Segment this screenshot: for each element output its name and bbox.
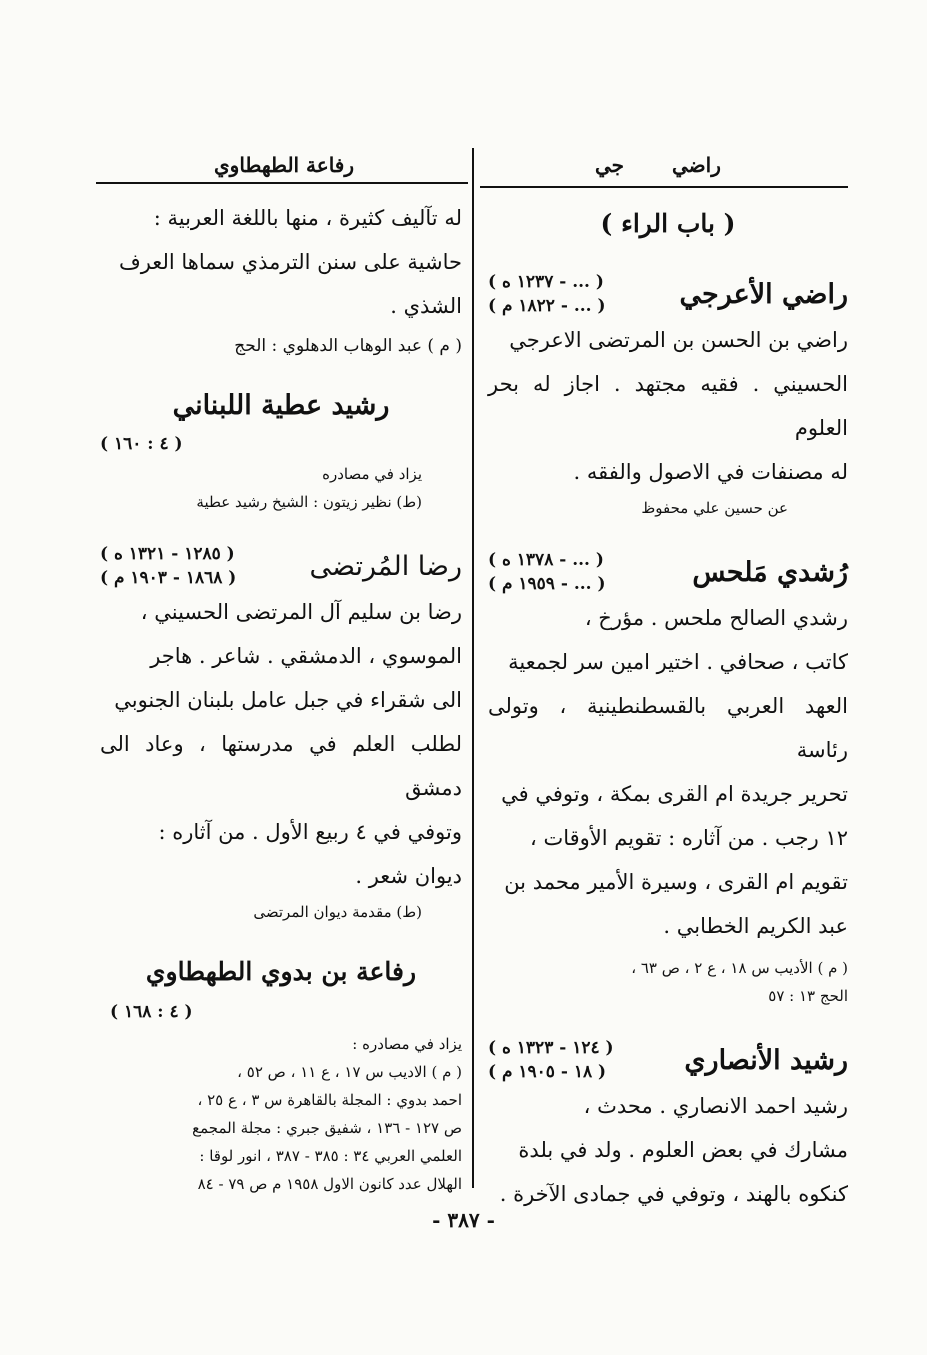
entry-rida-date-greg: ( ١٨٦٨ - ١٩٠٣ م ) xyxy=(100,568,237,588)
header-rule-right xyxy=(480,186,848,188)
entry-rida-head xyxy=(100,542,462,590)
entry-rashid-ansari-name: رشيد الأنصاري xyxy=(684,1044,848,1076)
entry-rida-line-1: رضا بن سليم آل المرتضى الحسيني ، xyxy=(140,600,462,624)
entry-rushdi-name: رُشدي مَلحس xyxy=(692,556,848,588)
left-column xyxy=(100,196,462,1198)
cont-source: ( م ) عبد الوهاب الدهلوي : الحج xyxy=(234,336,462,356)
header-left-title: رفاعة الطهطاوي xyxy=(214,153,355,177)
entry-rida-source: (ط) مقدمة ديوان المرتضى xyxy=(253,903,422,921)
entry-radi-line-1: راضي بن الحسن بن المرتضى الاعرجي xyxy=(509,328,848,352)
section-title: ( باب الراء ) xyxy=(600,209,736,238)
entry-rashid-ansari-line-2: مشارك في بعض العلوم . ولد في بلدة xyxy=(518,1138,848,1162)
entry-rifaa-source-3: ص ١٢٧ - ١٣٦ ، شفيق جبري : مجلة المجمع xyxy=(192,1119,462,1137)
entry-rushdi-head xyxy=(488,548,848,596)
entry-rashid-atiya-ref: ( ٤ : ١٦٠ ) xyxy=(100,434,183,454)
cont-line-2: حاشية على سنن الترمذي سماها العرف xyxy=(118,250,462,274)
column-divider xyxy=(472,148,474,1188)
entry-rashid-atiya-source: (ط) نظير زيتون : الشيخ رشيد عطية xyxy=(196,493,422,511)
entry-rushdi-line-1: رشدي الصالح ملحس . مؤرخ ، xyxy=(584,606,848,630)
entry-radi-source: عن حسين علي محفوظ xyxy=(641,499,788,517)
entry-radi-dates xyxy=(488,270,606,318)
entry-rushdi-line-5: ١٢ رجب . من آثاره : تقويم الأوقات ، xyxy=(530,826,848,850)
entry-rifaa-source-2: احمد بدوي : المجلة بالقاهرة س ٣ ، ع ٢٥ ، xyxy=(197,1091,462,1109)
entry-rushdi-source-2: الحج ١٣ : ٥٧ xyxy=(768,987,848,1005)
entry-rida-line-4: لطلب العلم في مدرستها ، وعاد الى دمشق xyxy=(100,732,462,800)
entry-rushdi-line-3: العهد العربي بالقسطنطينية ، وتولى رئاسة xyxy=(488,694,848,762)
entry-rifaa-source-5: الهلال عدد كانون الاول ١٩٥٨ م ص ٧٩ - ٨٤ xyxy=(197,1175,462,1193)
entry-rashid-ansari-date-greg: ( ١٨ - ١٩٠٥ م ) xyxy=(488,1062,607,1082)
entry-rashid-ansari-line-1: رشيد احمد الانصاري . محدث ، xyxy=(583,1094,848,1118)
page-number: - ٣٨٧ - xyxy=(432,1208,495,1232)
entry-rushdi-line-6: تقويم ام القرى ، وسيرة الأمير محمد بن xyxy=(504,870,848,894)
entry-rushdi-line-2: كاتب ، صحافي . اختير امين سر لجمعية xyxy=(508,650,848,674)
entry-rashid-ansari-date-hijri: ( ١٢٤ - ١٣٢٣ ه ) xyxy=(488,1038,614,1058)
entry-radi-date-hijri: ( ... - ١٢٣٧ ه ) xyxy=(488,272,604,292)
entry-rifaa-source-1: ( م ) الاديب س ١٧ ، ع ١١ ، ص ٥٢ ، xyxy=(237,1063,462,1081)
entry-rifaa-source-4: العلمي العربي ٣٤ : ٣٨٥ - ٣٨٧ ، انور لوقا : xyxy=(199,1147,462,1165)
entry-rashid-ansari-dates xyxy=(488,1036,614,1084)
entry-rushdi-date-greg: ( ... - ١٩٥٩ م ) xyxy=(488,574,606,594)
entry-rashid-ansari-head xyxy=(488,1036,848,1084)
header-left-word: راضي xyxy=(672,153,721,177)
entry-rida-name: رضا المُرتضى xyxy=(309,550,462,582)
entry-rifaa-ref: ( ٤ : ١٦٨ ) xyxy=(110,1002,193,1022)
entry-radi-line-3: له مصنفات في الاصول والفقه . xyxy=(573,460,848,484)
right-column xyxy=(488,202,848,1216)
header-right-word: جي xyxy=(595,153,625,177)
entry-rida-line-3: الى شقراء في جبل عامل بلبنان الجنوبي xyxy=(114,688,462,712)
entry-rashid-ansari-line-3: كنكوه بالهند ، وتوفي في جمادى الآخرة . xyxy=(499,1182,848,1206)
entry-rushdi-date-hijri: ( ... - ١٣٧٨ ه ) xyxy=(488,550,604,570)
entry-rida-line-5: وتوفي في ٤ ربيع الأول . من آثاره : xyxy=(158,820,462,844)
entry-rashid-atiya-name: رشيد عطية اللبناني xyxy=(172,390,390,421)
entry-rushdi-line-7: عبد الكريم الخطابي . xyxy=(663,914,848,938)
cont-line-3: الشذي . xyxy=(390,294,462,318)
entry-radi-name: راضي الأعرجي xyxy=(679,278,848,310)
entry-rida-date-hijri: ( ١٢٨٥ - ١٣٢١ ه ) xyxy=(100,544,235,564)
cont-line-1: له تآليف كثيرة ، منها باللغة العربية : xyxy=(153,206,462,230)
entry-rida-line-2: الموسوي ، الدمشقي . شاعر . هاجر xyxy=(150,644,462,668)
entry-rushdi-line-4: تحرير جريدة ام القرى بمكة ، وتوفي في xyxy=(501,782,848,806)
entry-rifaa-name: رفاعة بن بدوي الطهطاوي xyxy=(145,957,417,986)
header-rule-left xyxy=(96,182,468,184)
entry-rida-line-6: ديوان شعر . xyxy=(355,864,462,888)
entry-radi-date-greg: ( ... - ١٨٢٢ م ) xyxy=(488,296,606,316)
entry-rashid-atiya-addl: يزاد في مصادره xyxy=(322,465,422,483)
entry-rifaa-addl: يزاد في مصادره : xyxy=(352,1035,462,1053)
entry-rushdi-dates xyxy=(488,548,606,596)
entry-radi-head xyxy=(488,270,848,318)
entry-radi-line-2: الحسيني . فقيه مجتهد . اجاز له بحر العلوم xyxy=(488,372,848,440)
entry-rushdi-source-1: ( م ) الأديب س ١٨ ، ع ٢ ، ص ٦٣ ، xyxy=(631,959,848,977)
entry-rida-dates xyxy=(100,542,236,590)
